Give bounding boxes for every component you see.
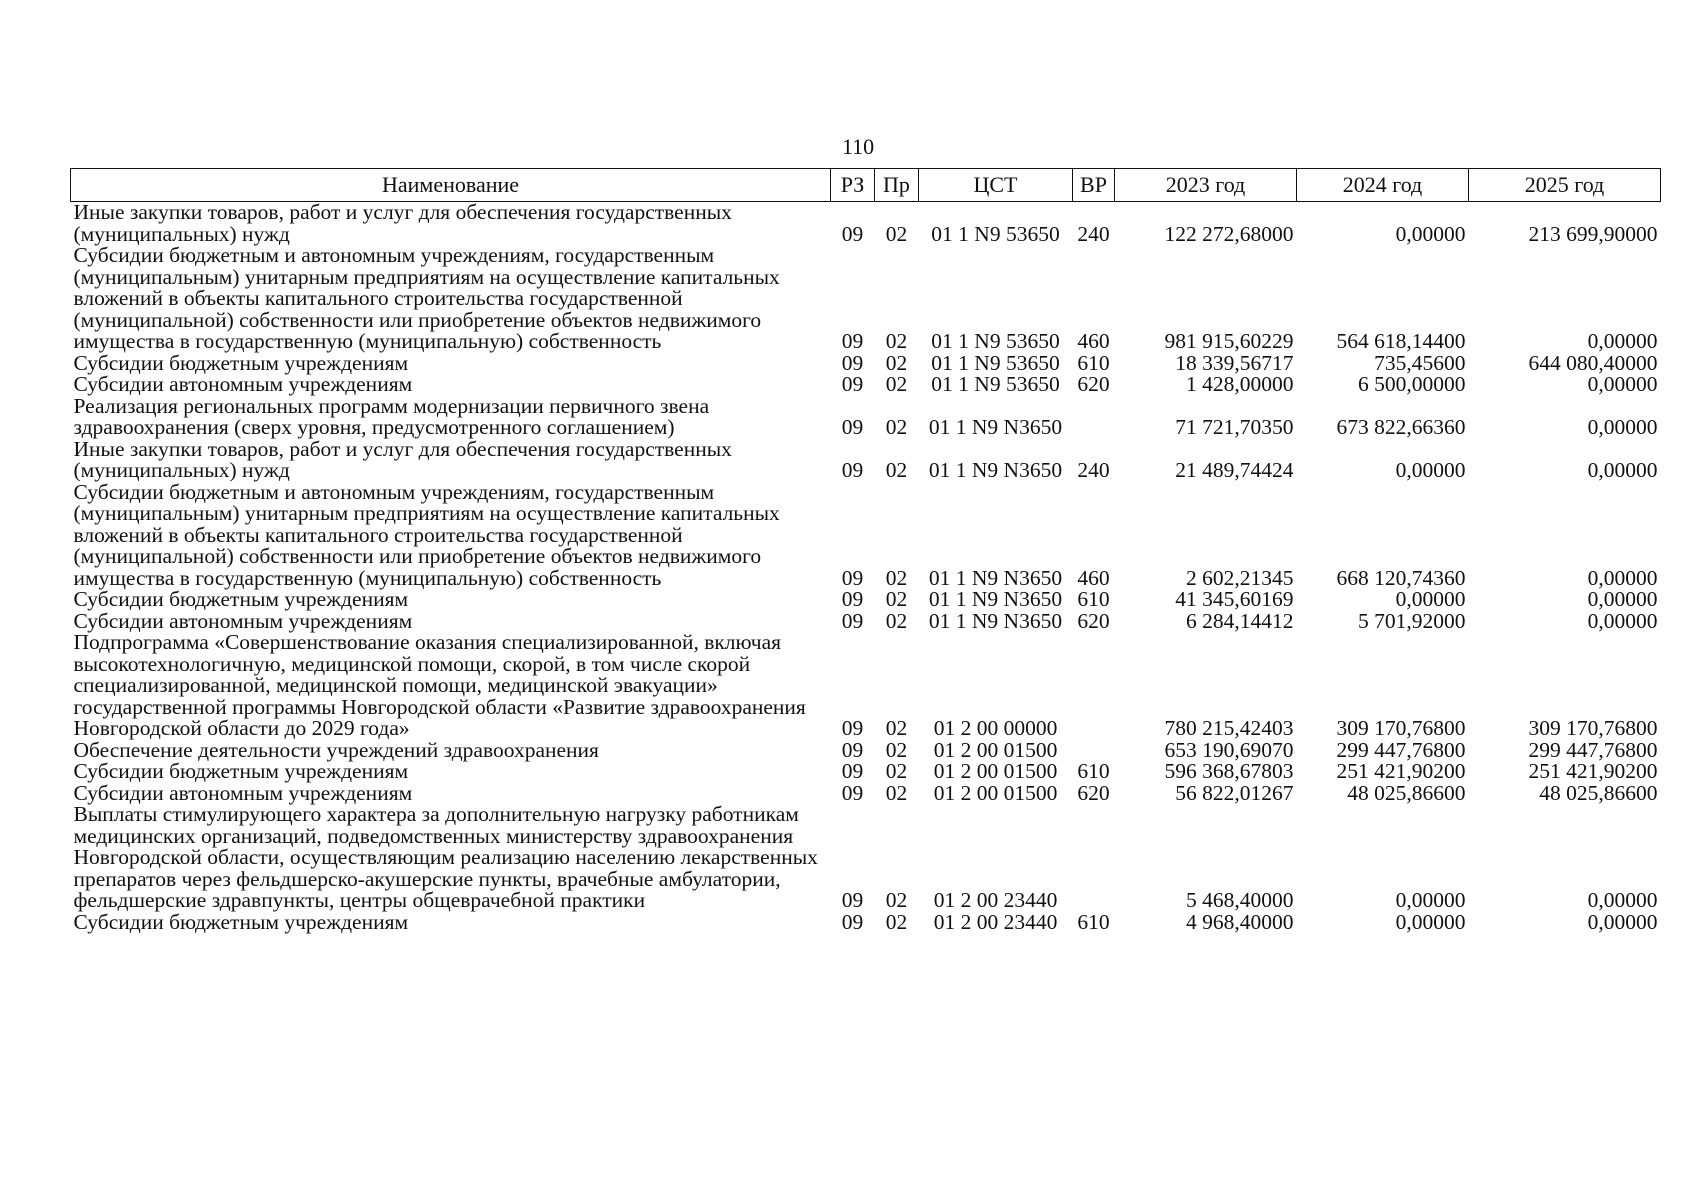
row-vr: 610 bbox=[1077, 350, 1110, 375]
row-rz: 09 bbox=[841, 716, 864, 740]
row-2024: 5 701,92000 bbox=[1358, 608, 1466, 633]
row-2025: 213 699,90000 bbox=[1528, 221, 1658, 246]
row-name: Реализация региональных программ модернизации первичного звена здравоохранения (сверх уровня, предусмотренного соглашением) bbox=[73, 393, 710, 439]
row-rz: 09 bbox=[841, 350, 864, 375]
row-cst: 01 1 N9 N3650 bbox=[928, 458, 1063, 482]
row-2024: 48 025,86600 bbox=[1347, 780, 1466, 805]
row-name: Субсидии бюджетным и автономным учреждениям, государственным (муниципальным) унитарным предприятиям на осуществление капитальных вложений в объекты капитального строительства государственной (муниципальной) собственности или приобретение объектов недвижимого имущества в государственную (муниципальную) собственность bbox=[73, 243, 780, 353]
row-name: Обеспечение деятельности учреждений здравоохранения bbox=[73, 737, 599, 762]
row-vr: 460 bbox=[1077, 565, 1110, 590]
row-cst: 01 1 N9 53650 bbox=[931, 221, 1060, 246]
row-pr: 02 bbox=[885, 888, 908, 912]
table-row bbox=[71, 740, 1661, 762]
row-cst: 01 1 N9 53650 bbox=[931, 350, 1060, 375]
row-2023: 122 272,68000 bbox=[1164, 221, 1294, 246]
row-2024: 0,00000 bbox=[1395, 221, 1466, 246]
row-name: Субсидии бюджетным и автономным учреждениям, государственным (муниципальным) унитарным предприятиям на осуществление капитальных вложений в объекты капитального строительства государственной (муниципальной) собственности или приобретение объектов недвижимого имущества в государственную (муниципальную) собственность bbox=[73, 479, 780, 590]
row-rz: 09 bbox=[841, 608, 864, 633]
row-cst: 01 2 00 23440 bbox=[933, 888, 1058, 912]
row-2023: 780 215,42403 bbox=[1164, 716, 1294, 740]
row-rz: 09 bbox=[841, 909, 864, 934]
row-2025: 251 421,90200 bbox=[1528, 759, 1658, 783]
row-pr: 02 bbox=[885, 372, 908, 396]
table-header bbox=[71, 169, 1661, 202]
row-vr: 240 bbox=[1077, 458, 1110, 482]
row-vr bbox=[1073, 632, 1115, 740]
row-2025: 0,00000 bbox=[1587, 888, 1658, 912]
header-row bbox=[71, 169, 1661, 202]
row-pr: 02 bbox=[885, 350, 908, 375]
row-name: Иные закупки товаров, работ и услуг для обеспечения государственных (муниципальных) нужд bbox=[73, 200, 732, 246]
row-cst: 01 1 N9 53650 bbox=[931, 329, 1060, 353]
row-vr bbox=[1073, 804, 1115, 912]
row-name: Субсидии бюджетным учреждениям bbox=[73, 587, 409, 611]
row-pr: 02 bbox=[885, 221, 908, 246]
row-name: Субсидии автономным учреждениям bbox=[73, 780, 413, 805]
row-pr: 02 bbox=[885, 458, 908, 482]
row-rz: 09 bbox=[841, 372, 864, 396]
table-row bbox=[71, 804, 1661, 912]
table-row bbox=[71, 611, 1661, 633]
row-pr: 02 bbox=[885, 415, 908, 439]
table-row bbox=[71, 353, 1661, 375]
row-vr: 240 bbox=[1077, 221, 1110, 246]
row-rz: 09 bbox=[841, 759, 864, 783]
row-pr: 02 bbox=[885, 909, 908, 934]
row-2024: 0,00000 bbox=[1395, 587, 1466, 611]
row-rz: 09 bbox=[841, 458, 864, 482]
row-2025: 0,00000 bbox=[1587, 565, 1658, 590]
table-row bbox=[71, 632, 1661, 740]
row-cst: 01 1 N9 N3650 bbox=[928, 415, 1063, 439]
row-2023: 71 721,70350 bbox=[1175, 415, 1294, 439]
row-cst: 01 1 N9 N3650 bbox=[928, 565, 1063, 590]
row-2025: 48 025,86600 bbox=[1539, 780, 1658, 805]
table-row bbox=[71, 589, 1661, 611]
row-2024: 0,00000 bbox=[1395, 458, 1466, 482]
row-rz: 09 bbox=[841, 565, 864, 590]
row-cst: 01 1 N9 53650 bbox=[931, 372, 1060, 396]
page-number: 110 bbox=[842, 134, 875, 159]
header-2024: 2024 год bbox=[1297, 169, 1469, 202]
row-2025: 309 170,76800 bbox=[1528, 716, 1658, 740]
row-vr: 610 bbox=[1077, 759, 1110, 783]
row-2024: 309 170,76800 bbox=[1336, 716, 1466, 740]
row-name: Субсидии бюджетным учреждениям bbox=[73, 759, 409, 783]
row-2025: 299 447,76800 bbox=[1528, 737, 1658, 762]
row-cst: 01 1 N9 N3650 bbox=[928, 587, 1063, 611]
row-2024: 6 500,00000 bbox=[1358, 372, 1466, 396]
table-row bbox=[71, 482, 1661, 590]
row-name: Иные закупки товаров, работ и услуг для обеспечения государственных (муниципальных) нужд bbox=[73, 436, 732, 482]
header-rz: РЗ bbox=[831, 169, 875, 202]
row-pr: 02 bbox=[885, 329, 908, 353]
header-vr: ВР bbox=[1073, 169, 1115, 202]
row-2023: 21 489,74424 bbox=[1175, 458, 1294, 482]
row-rz: 09 bbox=[841, 737, 864, 762]
header-cst: ЦСТ bbox=[919, 169, 1073, 202]
row-cst: 01 1 N9 N3650 bbox=[928, 608, 1063, 633]
header-2025: 2025 год bbox=[1469, 169, 1661, 202]
table-row bbox=[71, 783, 1661, 805]
row-2025: 0,00000 bbox=[1587, 909, 1658, 934]
table-row bbox=[71, 374, 1661, 396]
row-vr: 620 bbox=[1077, 372, 1110, 396]
row-vr bbox=[1073, 740, 1115, 762]
row-vr: 620 bbox=[1077, 608, 1110, 633]
row-name: Субсидии бюджетным учреждениям bbox=[73, 350, 409, 375]
row-2024: 735,45600 bbox=[1374, 350, 1466, 375]
header-pr: Пр bbox=[875, 169, 919, 202]
row-name: Субсидии бюджетным учреждениям bbox=[73, 909, 409, 934]
row-cst: 01 2 00 23440 bbox=[933, 909, 1058, 934]
budget-table bbox=[70, 168, 1661, 933]
row-2024: 0,00000 bbox=[1395, 888, 1466, 912]
row-rz: 09 bbox=[841, 329, 864, 353]
row-name: Выплаты стимулирующего характера за дополнительную нагрузку работникам медицинских организаций, подведомственных министерству здравоохранения Новгородской области, осуществляющим реализацию населению лекарственных препаратов через фельдшерско-акушерские пункты, врачебные амбулатории, фельдшерские здравпункты, центры общеврачебной практики bbox=[73, 802, 818, 912]
row-2025: 0,00000 bbox=[1587, 415, 1658, 439]
table-row bbox=[71, 912, 1661, 934]
row-2025: 0,00000 bbox=[1587, 458, 1658, 482]
row-2025: 0,00000 bbox=[1587, 372, 1658, 396]
table-row bbox=[71, 761, 1661, 783]
row-vr: 460 bbox=[1077, 329, 1110, 353]
row-pr: 02 bbox=[885, 587, 908, 611]
row-2023: 2 602,21345 bbox=[1186, 565, 1294, 590]
row-2023: 596 368,67803 bbox=[1164, 759, 1294, 783]
row-2023: 18 339,56717 bbox=[1175, 350, 1294, 375]
row-vr: 610 bbox=[1077, 909, 1110, 934]
row-2023: 5 468,40000 bbox=[1186, 888, 1294, 912]
row-2023: 1 428,00000 bbox=[1186, 372, 1294, 396]
row-rz: 09 bbox=[841, 221, 864, 246]
row-2025: 0,00000 bbox=[1587, 587, 1658, 611]
row-pr: 02 bbox=[885, 608, 908, 633]
row-2024: 299 447,76800 bbox=[1336, 737, 1466, 762]
row-pr: 02 bbox=[885, 565, 908, 590]
row-2024: 668 120,74360 bbox=[1336, 565, 1466, 590]
row-rz: 09 bbox=[841, 780, 864, 805]
row-pr: 02 bbox=[885, 716, 908, 740]
row-name: Субсидии автономным учреждениям bbox=[73, 372, 413, 396]
table-row bbox=[71, 245, 1661, 353]
row-cst: 01 2 00 01500 bbox=[933, 737, 1058, 762]
row-name: Субсидии автономным учреждениям bbox=[73, 608, 413, 633]
row-vr: 620 bbox=[1077, 780, 1110, 805]
row-cst: 01 2 00 01500 bbox=[933, 780, 1058, 805]
row-cst: 01 2 00 00000 bbox=[933, 716, 1058, 740]
row-pr: 02 bbox=[885, 759, 908, 783]
row-2025: 644 080,40000 bbox=[1528, 350, 1658, 375]
row-2023: 6 284,14412 bbox=[1186, 608, 1294, 633]
row-2024: 0,00000 bbox=[1395, 909, 1466, 934]
row-2023: 4 968,40000 bbox=[1186, 909, 1294, 934]
row-2024: 564 618,14400 bbox=[1336, 329, 1466, 353]
row-rz: 09 bbox=[841, 415, 864, 439]
row-2023: 653 190,69070 bbox=[1164, 737, 1294, 762]
table-row bbox=[71, 439, 1661, 482]
row-2023: 56 822,01267 bbox=[1175, 780, 1294, 805]
row-2025: 0,00000 bbox=[1587, 329, 1658, 353]
row-cst: 01 2 00 01500 bbox=[933, 759, 1058, 783]
row-2023: 41 345,60169 bbox=[1175, 587, 1294, 611]
row-rz: 09 bbox=[841, 587, 864, 611]
row-vr bbox=[1073, 396, 1115, 439]
header-name: Наименование bbox=[71, 169, 831, 202]
row-vr: 610 bbox=[1077, 587, 1110, 611]
row-rz: 09 bbox=[841, 888, 864, 912]
row-2024: 251 421,90200 bbox=[1336, 759, 1466, 783]
table-row bbox=[71, 202, 1661, 246]
row-2025: 0,00000 bbox=[1587, 608, 1658, 633]
row-pr: 02 bbox=[885, 780, 908, 805]
row-pr: 02 bbox=[885, 737, 908, 762]
row-name: Подпрограмма «Совершенствование оказания специализированной, включая высокотехнологичную, медицинской помощи, скорой, в том числе скорой специализированной, медицинской помощи, медицинской эвакуации» государственной программы Новгородской области «Развитие здравоохранения Новгородской области до 2029 года» bbox=[73, 630, 806, 740]
table-row bbox=[71, 396, 1661, 439]
table-body bbox=[71, 202, 1661, 934]
header-2023: 2023 год bbox=[1115, 169, 1297, 202]
row-2024: 673 822,66360 bbox=[1336, 415, 1466, 439]
row-2023: 981 915,60229 bbox=[1164, 329, 1294, 353]
